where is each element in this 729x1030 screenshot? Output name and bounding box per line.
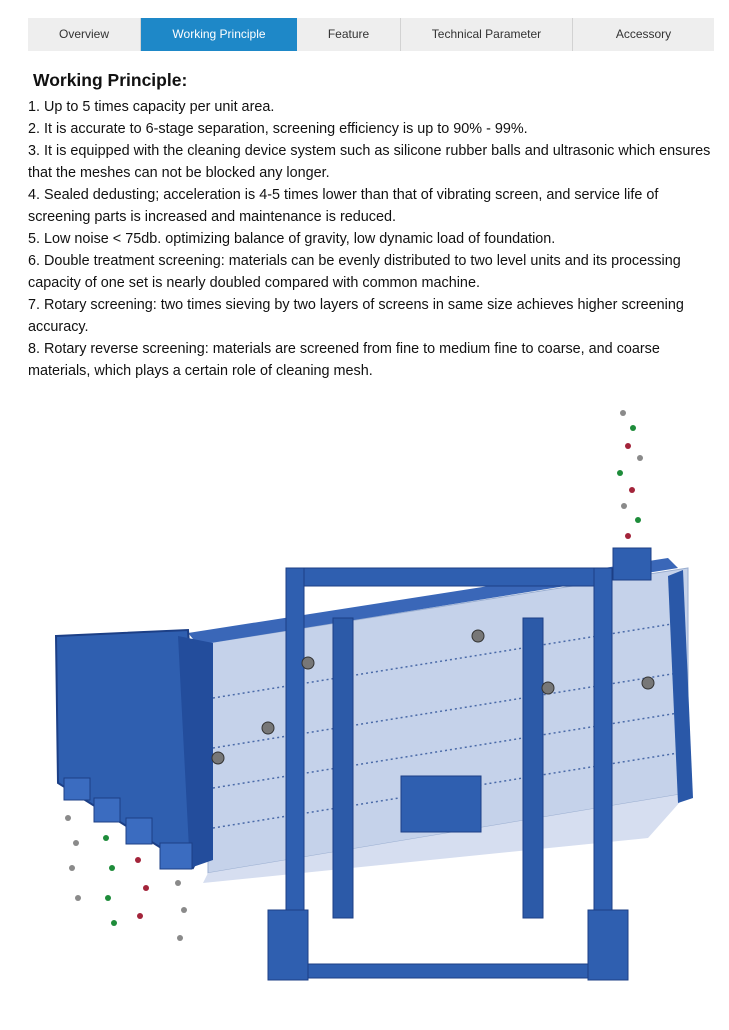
- section-title: Working Principle:: [33, 70, 188, 90]
- tab-feature[interactable]: Feature: [297, 18, 401, 51]
- principle-item: 6. Double treatment screening: materials can be evenly distributed to two level units and its processing capacity of one set is nearly doubled compared with common machine.: [28, 253, 681, 291]
- frame-top-beam: [286, 568, 612, 586]
- frame-right-foot: [588, 910, 628, 980]
- tab-bar: [28, 18, 714, 51]
- principle-item: 2. It is accurate to 6-stage separation, screening efficiency is up to 90% - 99%.: [28, 121, 528, 137]
- cleaning-ball: [262, 722, 274, 734]
- outlet-2: [94, 798, 120, 822]
- feed-inlet: [613, 548, 651, 580]
- cleaning-ball: [472, 630, 484, 642]
- cleaning-ball: [542, 682, 554, 694]
- principle-item: 4. Sealed dedusting; acceleration is 4-5 times lower than that of vibrating screen, and service life of screening parts is increased and maintenance is reduced.: [28, 187, 659, 225]
- rotary-screen-illustration: [28, 398, 714, 1004]
- outlet-3: [126, 818, 152, 844]
- cleaning-ball: [642, 677, 654, 689]
- tab-technical-parameter[interactable]: Technical Parameter: [401, 18, 573, 51]
- feed-particles: [617, 410, 643, 539]
- frame-left-foot: [268, 910, 308, 980]
- frame-bottom-beam: [286, 964, 612, 978]
- principle-item: 8. Rotary reverse screening: materials are screened from fine to medium fine to coarse, and coarse materials, which plays a certain role of cleaning mesh.: [28, 341, 660, 379]
- tab-accessory[interactable]: Accessory: [615, 27, 672, 41]
- cleaning-ball: [302, 657, 314, 669]
- outlet-4: [160, 843, 192, 869]
- tab-working-principle[interactable]: Working Principle: [141, 18, 297, 51]
- principle-item: 5. Low noise < 75db. optimizing balance of gravity, low dynamic load of foundation.: [28, 231, 556, 247]
- principle-item: 3. It is equipped with the cleaning device system such as silicone rubber balls and ultrasonic which ensures that the meshes can not be blocked any longer.: [28, 143, 711, 181]
- outlet-1: [64, 778, 90, 800]
- access-panel: [401, 776, 481, 832]
- cleaning-ball: [212, 752, 224, 764]
- suspension-rod: [333, 618, 353, 918]
- suspension-rod: [523, 618, 543, 918]
- tab-overview[interactable]: Overview: [28, 18, 141, 51]
- principle-list: [28, 96, 718, 382]
- principle-item: 1. Up to 5 times capacity per unit area.: [28, 99, 275, 115]
- principle-item: 7. Rotary screening: two times sieving by two layers of screens in same size achieves higher screening accuracy.: [28, 297, 684, 335]
